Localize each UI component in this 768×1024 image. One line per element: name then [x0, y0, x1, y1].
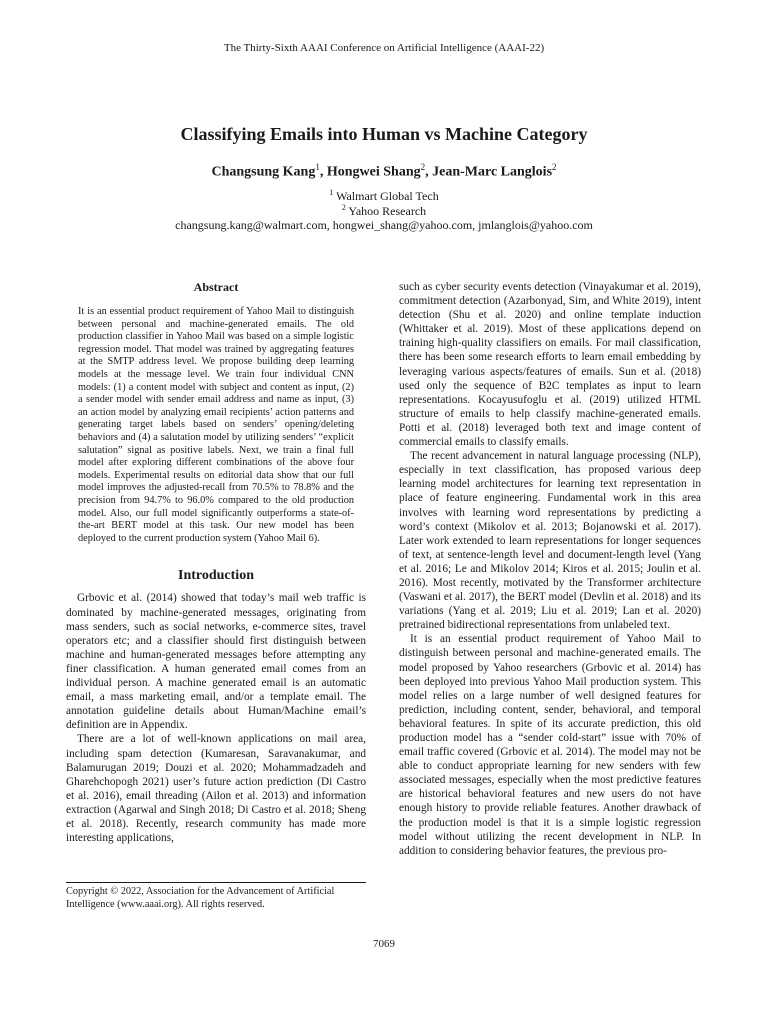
author-list [0, 162, 768, 181]
author-affiliation-mark: 1 [315, 162, 320, 172]
abstract-heading: Abstract [193, 280, 239, 294]
copyright-footnote: Copyright © 2022, Association for the Advancement of Artificial Intelligence (www.aaai.org). All rights reserved. [66, 882, 366, 911]
author-separator: , [425, 164, 433, 180]
body-paragraph: Grbovic et al. (2014) showed that today’s mail web traffic is dominated by machine-generated messages, originating from mass senders, such as social networks, e-commerce sites, travel operators etc; and a classifier should first distinguish between machine and human-generated messages before attempting any finer classification. A human generated email comes from an individual person. A machine generated email is an automatic email, a mass marketing email, and/or a template email. The annotation guideline details about Human/Machine email’s definition are in Appendix. [66, 592, 366, 732]
paper-title: Classifying Emails into Human vs Machine Category [180, 124, 588, 144]
affiliation-mark: 2 [341, 203, 346, 212]
affiliation [0, 188, 768, 204]
affiliation-name: Yahoo Research [348, 204, 427, 218]
left-column [66, 280, 366, 845]
abstract-text: It is an essential product requirement of Yahoo Mail to distinguish between personal and machine-generated emails. The old production classifier in Yahoo Mail was based on a simple logistic regression model. That model was trained by aggregating features at the SMTP address level. We propose building deep learning models at the message level. We train four individual CNN models: (1) a content model with subject and content as input, (2) a sender model with sender email address and name as input, (3) an action model by analyzing email recipients’ action patterns and generating target labels based on senders’ opening/deleting behaviors and (4) a salutation model by utilizing senders’ “explicit salutation” signal as positive labels. Next, we train a final full model after exploring different combinations of the above four models. Experimental results on editorial data show that our full model improves the adjusted-recall from 70.5% to 78.8% and the precision from 94.7% to 96.0% compared to the old production model. Also, our full model significantly outperforms a state-of-the-art BERT model at this task. Our new model has been deployed to the current production system (Yahoo Mail 6). [78, 306, 354, 544]
body-paragraph: such as cyber security events detection (Vinayakumar et al. 2019), commitment detection (Azarbonyad, Sim, and White 2019), intent detection (Shu et al. 2020) and online template induction (Whittaker et al. 2019). Most of these applications depend on training high-quality classifiers on emails. For mail classification, there has been some research efforts to learn email embedding by leveraging various aspects/features of emails. Sun et al. (2018) used only the sequence of B2C templates as input to learn representations. Kocayusufoglu et al. (2019) utilized HTML structure of emails to help classify machine-generated emails. Potti et al. (2018) leveraged both text and image content of commercial emails to classify emails. [399, 281, 701, 449]
conference-header: The Thirty-Sixth AAAI Conference on Artificial Intelligence (AAAI-22) [223, 42, 545, 54]
author-name: Hongwei Shang [326, 164, 421, 180]
body-paragraph: There are a lot of well-known applications on mail area, including spam detection (Kumaresan, Saravanakumar, and Balamurugan 2019; Douzi et al. 2020; Mohammadzadeh and Gharehchopogh 2021) user’s future action prediction (Di Castro et al. 2016), email threading (Ailon et al. 2013) and information extraction (Agarwal and Singh 2018; Di Castro et al. 2018; Sheng et al. 2018). Recently, research community has made more interesting applications, [66, 733, 366, 845]
right-column [399, 280, 701, 858]
page-number: 7069 [373, 938, 395, 950]
author-separator: , [319, 164, 327, 180]
author-emails: changsung.kang@walmart.com, hongwei_shang@yahoo.com, jmlanglois@yahoo.com [175, 218, 593, 232]
author-name: Changsung Kang [211, 164, 316, 180]
affiliation-name: Walmart Global Tech [336, 189, 439, 203]
body-paragraph: It is an essential product requirement of Yahoo Mail to distinguish between personal and machine-generated emails. The model proposed by Yahoo researchers (Grbovic et al. 2014) has been deployed into previous Yahoo Mail production system. This model relies on a large number of well designed features for prediction, including content, sender, behavioral, and temporal behavioral features. In spite of its accurate prediction, this old production model has a “sender cold-start” issue with 70% of email traffic covered (Grbovic et al. 2014). The model may not be able to conduct appropriate learning for new senders with few associated messages, especially when the most predictive features are historical behavioral features and new users do not have enough history to provide reliable features. Another drawback of the production model is that it is a simple logistic regression model without utilizing the recent development in NLP. In addition to considering behavior features, the previous pro- [399, 633, 701, 857]
affiliation-mark: 1 [329, 188, 334, 197]
author-name: Jean-Marc Langlois [432, 164, 553, 180]
author-affiliation-mark: 2 [552, 162, 557, 172]
author-affiliation-mark: 2 [420, 162, 426, 172]
affiliation [0, 203, 768, 219]
introduction-heading: Introduction [178, 568, 254, 584]
body-paragraph: The recent advancement in natural language processing (NLP), especially in text classification, has proposed various deep learning model architectures for learning text representation in place of feature engineering. Fundamental work in this area involves with learning word representations by predicting a word’s context (Mikolov et al. 2013; Bojanowski et al. 2017). Later work extended to learn representations for longer sequences of text, at sentence-length level and document-length level (Yang et al. 2016; Le and Mikolov 2014; Kiros et al. 2015; Joulin et al. 2016). Most recently, motivated by the Transformer architecture (Vaswani et al. 2017), the BERT model (Devlin et al. 2018) and its variations (Yang et al. 2019; Liu et al. 2019; Lan et al. 2020) pretrained bidirectional representations from unlabeled text. [399, 450, 701, 632]
